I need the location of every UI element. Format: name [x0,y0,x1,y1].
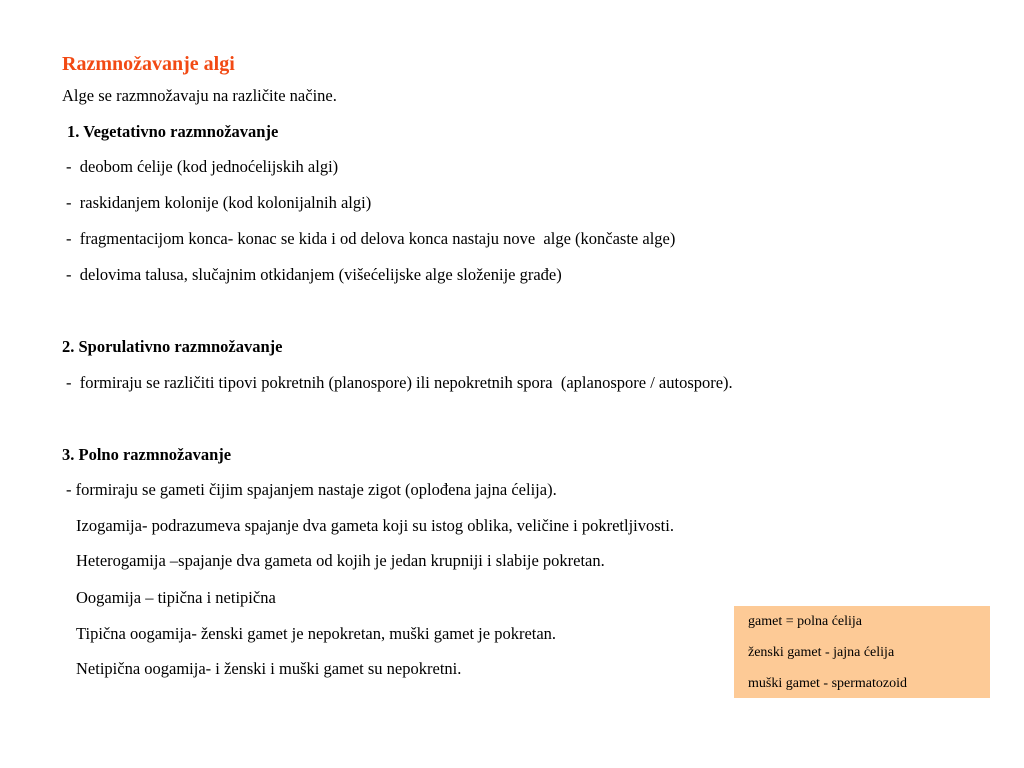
list-item: Tipična oogamija- ženski gamet je nepokretan, muški gamet je pokretan. [76,624,557,643]
list-item: Heterogamija –spajanje dva gameta od kojih je jedan krupniji i slabije pokretan. [76,551,605,570]
note-line: gamet = polna ćelija [748,614,863,629]
list-item: - deobom ćelije (kod jednoćelijskih algi) [66,157,339,176]
list-item: Izogamija- podrazumeva spajanje dva gameta koji su istog oblika, veličine i pokretljivosti. [76,516,674,535]
list-item: Oogamija – tipična i netipična [76,588,276,607]
section-heading-vegetative: 1. Vegetativno razmnožavanje [67,122,279,141]
list-item: - formiraju se gameti čijim spajanjem nastaje zigot (oplođena jajna ćelija). [66,480,557,499]
page-title: Razmnožavanje algi [62,53,235,75]
definition-note-box [734,606,990,698]
list-item: Netipična oogamija- i ženski i muški gamet su nepokretni. [76,659,462,678]
section-heading-sexual: 3. Polno razmnožavanje [62,445,232,464]
note-line: ženski gamet - jajna ćelija [748,645,895,660]
list-item: - fragmentacijom konca- konac se kida i od delova konca nastaju nove alge (končaste alge) [66,229,676,248]
list-item: - formiraju se različiti tipovi pokretnih (planospore) ili nepokretnih spora (aplanospore / autospore). [66,373,733,392]
section-heading-sporulative: 2. Sporulativno razmnožavanje [62,337,283,356]
list-item: - delovima talusa, slučajnim otkidanjem (višećelijske alge složenije građe) [66,265,562,284]
note-line: muški gamet - spermatozoid [748,676,908,691]
list-item: - raskidanjem kolonije (kod kolonijalnih algi) [66,193,372,212]
intro-text: Alge se razmnožavaju na različite načine. [62,86,337,105]
